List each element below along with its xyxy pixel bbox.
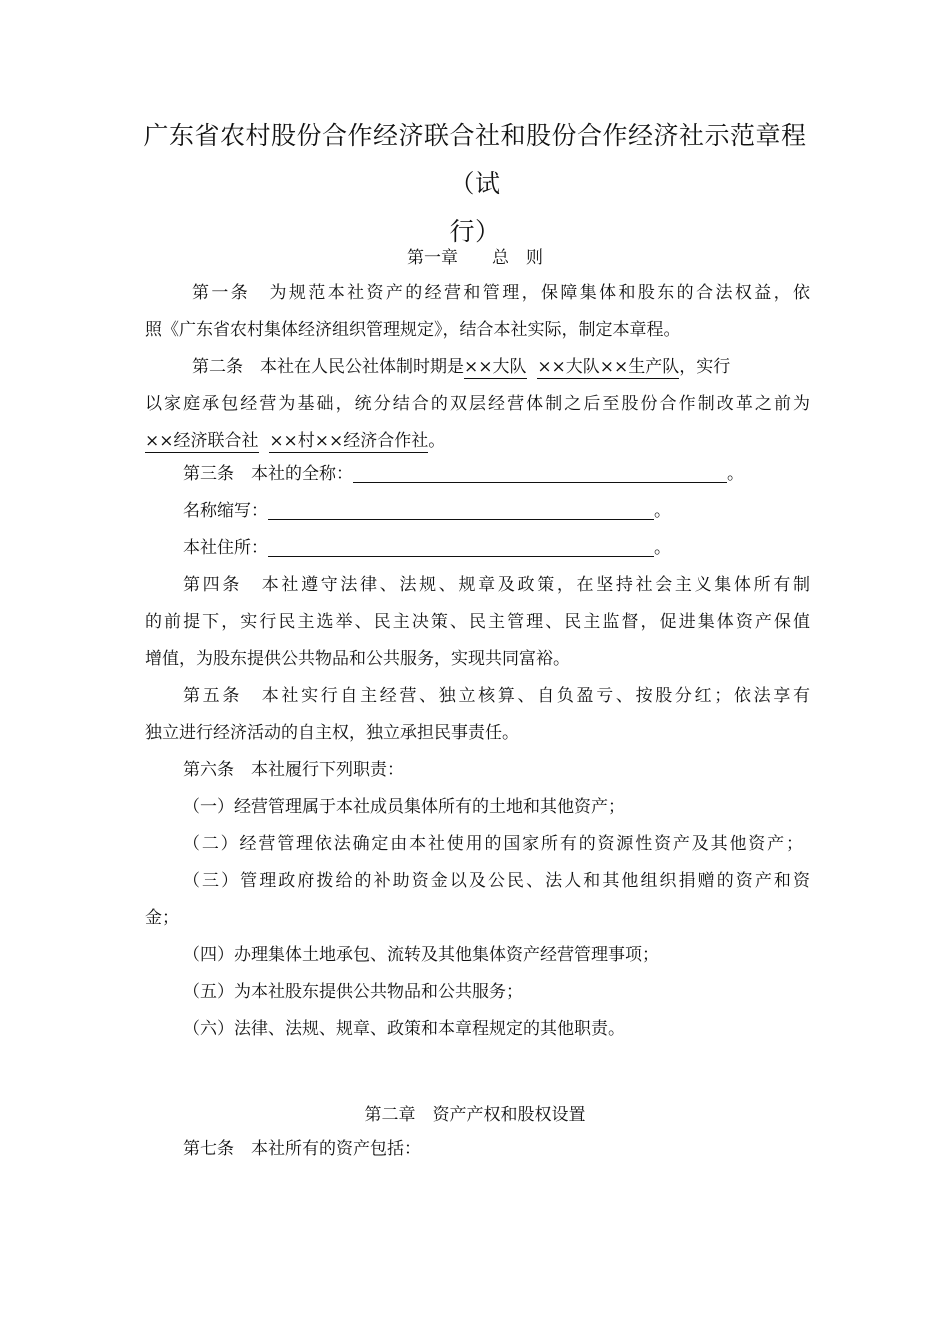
abbreviation-end: 。 — [654, 501, 671, 521]
duty-item-2: （二）经营管理依法确定由本社使用的国家所有的资源性资产及其他资产； — [183, 834, 803, 854]
abbreviation-line — [183, 499, 671, 523]
document-title — [120, 112, 830, 256]
title-line-2: 行） — [449, 217, 501, 246]
article-4-line-2: 的前提下，实行民主选举、民主决策、民主管理、民主监督，促进集体资产保值 — [145, 612, 810, 632]
article-6-line-1: 第六条 本社履行下列职责： — [183, 760, 404, 780]
chapter-1-heading: 第一章 总 则 — [407, 248, 543, 268]
duty-item-1: （一）经营管理属于本社成员集体所有的土地和其他资产； — [183, 797, 625, 817]
article-2-option-b: ××大队××生产队 — [537, 357, 680, 377]
duty-item-6: （六）法律、法规、规章、政策和本章程规定的其他职责。 — [183, 1019, 625, 1039]
article-2-option-d: ××村××经济合作社 — [269, 431, 429, 451]
chapter-2-heading: 第二章 资产产权和股权设置 — [364, 1105, 586, 1125]
article-7-line-1: 第七条 本社所有的资产包括： — [183, 1139, 421, 1159]
article-3-line — [183, 462, 744, 486]
duty-item-3-line-2: 金； — [145, 908, 179, 928]
title-line-1: 广东省农村股份合作经济联合社和股份合作经济社示范章程（试 — [143, 121, 807, 198]
address-blank — [268, 538, 654, 557]
abbreviation-blank — [268, 501, 654, 520]
article-5-line-1: 第五条 本社实行自主经营、独立核算、自负盈亏、按股分红；依法享有 — [183, 686, 810, 706]
address-line — [183, 536, 671, 560]
article-2-suffix: ，实行 — [679, 357, 731, 377]
address-end: 。 — [654, 538, 671, 558]
article-4-line-3: 增值，为股东提供公共物品和公共服务，实现共同富裕。 — [145, 649, 570, 669]
article-2-line-1 — [192, 355, 730, 379]
article-3-label: 第三条 本社的全称： — [183, 464, 353, 484]
article-2-option-a: ××大队 — [464, 357, 527, 377]
abbreviation-label: 名称缩写： — [183, 501, 268, 521]
duty-item-3-line-1: （三）管理政府拨给的补助资金以及公民、法人和其他组织捐赠的资产和资 — [183, 871, 810, 891]
article-2-option-c: ××经济联合社 — [145, 431, 259, 451]
article-2-prefix: 第二条 本社在人民公社体制时期是 — [192, 357, 464, 377]
article-1-line-1: 第一条 为规范本社资产的经营和管理，保障集体和股东的合法权益，依 — [192, 283, 810, 303]
article-2-line-3 — [145, 429, 445, 453]
article-4-line-1: 第四条 本社遵守法律、法规、规章及政策，在坚持社会主义集体所有制 — [183, 575, 810, 595]
full-name-blank — [353, 464, 727, 483]
article-3-end: 。 — [727, 464, 744, 484]
article-2-line-2: 以家庭承包经营为基础，统分结合的双层经营体制之后至股份合作制改革之前为 — [145, 394, 810, 414]
duty-item-4: （四）办理集体土地承包、流转及其他集体资产经营管理事项； — [183, 945, 659, 965]
article-2-end: 。 — [428, 431, 446, 451]
address-label: 本社住所： — [183, 538, 268, 558]
article-1-line-2: 照《广东省农村集体经济组织管理规定》，结合本社实际，制定本章程。 — [145, 320, 681, 340]
duty-item-5: （五）为本社股东提供公共物品和公共服务； — [183, 982, 523, 1002]
article-5-line-2: 独立进行经济活动的自主权，独立承担民事责任。 — [145, 723, 519, 743]
